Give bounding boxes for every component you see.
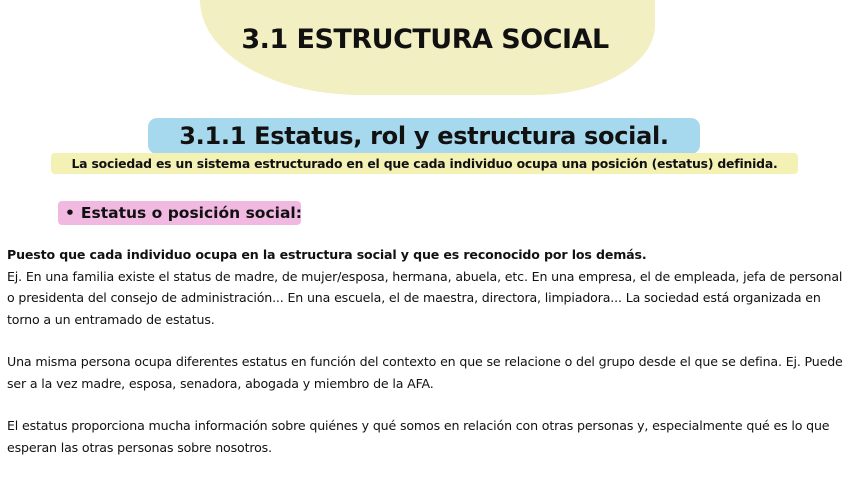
- body-text: [7, 244, 843, 458]
- paragraph-1-lead: Puesto que cada individuo ocupa en la estructura social y que es reconocido por los demás.: [7, 247, 647, 262]
- bullet-label: Estatus o posición social:: [80, 204, 302, 222]
- paragraph-3: El estatus proporciona mucha información sobre quiénes y qué somos en relación con otras personas y, especialmente qué es lo que esperan las otras personas sobre nosotros.: [7, 418, 830, 455]
- paragraph-spacer: [7, 330, 843, 351]
- paragraph-2: Una misma persona ocupa diferentes estatus en función del contexto en que se relacione o del grupo desde el que se defina. Ej. Puede ser a la vez madre, esposa, senadora, abogada y miembro de la AFA.: [7, 354, 843, 391]
- section-subtitle: 3.1.1 Estatus, rol y estructura social.: [148, 118, 700, 154]
- paragraph-1: [7, 244, 843, 330]
- bullet-dot-icon: •: [65, 204, 75, 222]
- intro-highlight: La sociedad es un sistema estructurado en el que cada individuo ocupa una posición (estatus) definida.: [51, 153, 798, 174]
- paragraph-1-body: Ej. En una familia existe el status de madre, de mujer/esposa, hermana, abuela, etc. En una empresa, el de empleada, jefa de personal o presidenta del consejo de administración... En una escuela, el de maestra, directora, limpiadora... La sociedad está organizada en torno a un entramado de estatus.: [7, 268, 843, 327]
- paragraph-spacer: [7, 394, 843, 415]
- page-title: 3.1 ESTRUCTURA SOCIAL: [241, 24, 609, 55]
- bullet-heading: [58, 201, 301, 225]
